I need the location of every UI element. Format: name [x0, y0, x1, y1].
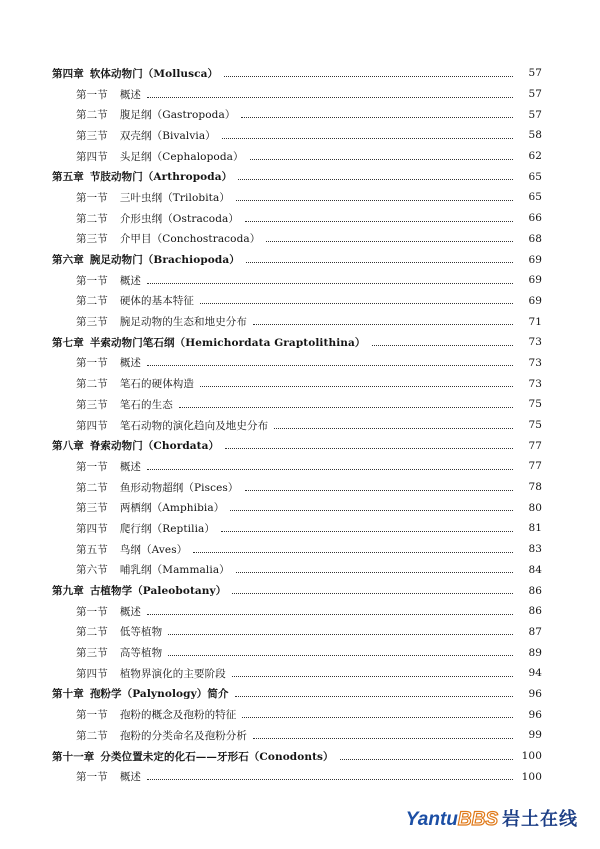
dot-leader: [340, 759, 513, 760]
toc-page-number: 73: [528, 356, 542, 369]
toc-entry-title: 笔石的生态: [119, 398, 173, 411]
toc-entry-label: 第二节: [76, 295, 108, 308]
dot-leader: [193, 552, 513, 553]
dot-leader: [200, 303, 513, 304]
toc-page-number: 80: [528, 501, 542, 514]
toc-entry-title: 爬行纲（Reptilia）: [119, 522, 216, 535]
toc-section-entry: [0, 663, 600, 684]
toc-chapter-entry: [0, 580, 600, 601]
toc-entry-title: 哺乳纲（Mammalia）: [119, 564, 230, 577]
toc-section-entry: [0, 125, 600, 146]
toc-entry-label: 第三节: [76, 398, 108, 411]
toc-section-entry: [0, 497, 600, 518]
toc-entry-title: 三叶虫纲（Trilobita）: [119, 191, 230, 204]
toc-entry-title: 两栖纲（Amphibia）: [119, 502, 225, 515]
table-of-contents: [0, 63, 600, 787]
toc-page-number: 58: [528, 129, 542, 142]
toc-entry-title: 低等植物: [119, 626, 163, 639]
toc-entry-title: 笔石的硬体构造: [119, 378, 195, 391]
toc-page-number: 84: [528, 563, 542, 576]
toc-page-number: 86: [528, 584, 542, 597]
toc-entry-title: 鱼形动物超纲（Pisces）: [119, 481, 239, 494]
toc-section-entry: [0, 270, 600, 291]
toc-page-number: 57: [528, 108, 542, 121]
dot-leader: [372, 345, 513, 346]
toc-section-entry: [0, 353, 600, 374]
toc-page-number: 87: [528, 625, 542, 638]
dot-leader: [250, 159, 513, 160]
toc-entry-title: 笔石动物的演化趋向及地史分布: [119, 419, 269, 432]
toc-entry-label: 第四章: [52, 67, 84, 80]
watermark-logo: [406, 805, 578, 831]
toc-page-number: 100: [521, 770, 542, 783]
toc-entry-title: 介形虫纲（Ostracoda）: [119, 212, 239, 225]
toc-page-number: 66: [528, 212, 542, 225]
toc-entry-label: 第二节: [76, 729, 108, 742]
toc-entry-title: 硬体的基本特征: [119, 295, 195, 308]
toc-section-entry: [0, 229, 600, 250]
watermark-bbs: BBS: [457, 809, 498, 830]
watermark-site-name: 岩土在线: [502, 809, 578, 829]
dot-leader: [230, 510, 513, 511]
toc-entry-label: 第四节: [76, 150, 108, 163]
toc-entry-label: 第六章: [52, 254, 84, 267]
toc-chapter-entry: [0, 332, 600, 353]
toc-page-number: 71: [528, 315, 542, 328]
toc-page-number: 69: [528, 274, 542, 287]
toc-entry-label: 第一节: [76, 357, 108, 370]
toc-entry-label: 第一节: [76, 771, 108, 784]
dot-leader: [147, 469, 513, 470]
toc-chapter-entry: [0, 63, 600, 84]
toc-entry-title: 分类位置未定的化石——牙形石（Conodonts）: [100, 750, 334, 763]
toc-page-number: 83: [528, 543, 542, 556]
dot-leader: [147, 614, 513, 615]
toc-section-entry: [0, 704, 600, 725]
toc-chapter-entry: [0, 249, 600, 270]
toc-entry-label: 第一节: [76, 605, 108, 618]
toc-entry-title: 孢粉的分类命名及孢粉分析: [119, 729, 248, 742]
toc-entry-label: 第三节: [76, 316, 108, 329]
dot-leader: [225, 448, 513, 449]
toc-entry-title: 半索动物门笔石纲（Hemichordata Graptolithina）: [89, 336, 366, 349]
toc-section-entry: [0, 642, 600, 663]
toc-page-number: 99: [528, 729, 542, 742]
toc-entry-label: 第七章: [52, 336, 84, 349]
dot-leader: [179, 407, 513, 408]
toc-entry-title: 腕足动物的生态和地史分布: [119, 316, 248, 329]
toc-entry-label: 第九章: [52, 585, 84, 598]
toc-entry-label: 第五节: [76, 543, 108, 556]
toc-entry-title: 介甲目（Conchostracoda）: [119, 233, 261, 246]
toc-entry-label: 第一节: [76, 274, 108, 287]
toc-section-entry: [0, 622, 600, 643]
toc-entry-label: 第二节: [76, 481, 108, 494]
toc-section-entry: [0, 725, 600, 746]
dot-leader: [238, 179, 513, 180]
toc-page-number: 86: [528, 605, 542, 618]
toc-entry-title: 概述: [119, 88, 142, 101]
toc-entry-label: 第三节: [76, 233, 108, 246]
toc-section-entry: [0, 539, 600, 560]
toc-section-entry: [0, 187, 600, 208]
toc-page-number: 78: [528, 481, 542, 494]
toc-entry-title: 概述: [119, 357, 142, 370]
dot-leader: [266, 241, 513, 242]
toc-entry-label: 第八章: [52, 440, 84, 453]
dot-leader: [232, 676, 513, 677]
toc-entry-label: 第十章: [52, 688, 84, 701]
toc-section-entry: [0, 601, 600, 622]
toc-page-number: 65: [528, 170, 542, 183]
toc-entry-label: 第四节: [76, 667, 108, 680]
toc-entry-label: 第五章: [52, 171, 84, 184]
toc-entry-title: 高等植物: [119, 647, 163, 660]
toc-section-entry: [0, 394, 600, 415]
dot-leader: [147, 97, 513, 98]
dot-leader: [235, 696, 513, 697]
toc-entry-label: 第一节: [76, 191, 108, 204]
toc-page-number: 94: [528, 667, 542, 680]
toc-page-number: 96: [528, 708, 542, 721]
toc-entry-title: 脊索动物门（Chordata）: [89, 440, 220, 453]
toc-section-entry: [0, 291, 600, 312]
toc-entry-title: 概述: [119, 605, 142, 618]
dot-leader: [236, 572, 513, 573]
toc-entry-label: 第一节: [76, 88, 108, 101]
toc-section-entry: [0, 766, 600, 787]
toc-entry-title: 双壳纲（Bivalvia）: [119, 129, 216, 142]
toc-entry-title: 孢粉学（Palynology）简介: [89, 688, 229, 701]
toc-page-number: 73: [528, 377, 542, 390]
dot-leader: [274, 428, 513, 429]
toc-entry-label: 第四节: [76, 419, 108, 432]
toc-page-number: 62: [528, 150, 542, 163]
toc-page-number: 100: [521, 750, 542, 763]
toc-page-number: 69: [528, 253, 542, 266]
toc-section-entry: [0, 208, 600, 229]
toc-entry-label: 第三节: [76, 129, 108, 142]
dot-leader: [253, 324, 513, 325]
toc-page-number: 81: [528, 522, 542, 535]
toc-entry-title: 鸟纲（Aves）: [119, 543, 188, 556]
dot-leader: [253, 738, 513, 739]
toc-section-entry: [0, 518, 600, 539]
toc-entry-title: 古植物学（Paleobotany）: [89, 585, 227, 598]
dot-leader: [224, 76, 513, 77]
toc-entry-label: 第二节: [76, 109, 108, 122]
toc-page-number: 75: [528, 398, 542, 411]
toc-section-entry: [0, 373, 600, 394]
toc-entry-label: 第二节: [76, 378, 108, 391]
toc-entry-title: 节肢动物门（Arthropoda）: [89, 171, 233, 184]
toc-entry-label: 第四节: [76, 522, 108, 535]
toc-page-number: 89: [528, 646, 542, 659]
toc-page-number: 57: [528, 67, 542, 80]
dot-leader: [147, 283, 513, 284]
toc-page-number: 77: [528, 439, 542, 452]
toc-page-number: 68: [528, 232, 542, 245]
toc-entry-label: 第一节: [76, 709, 108, 722]
toc-page-number: 69: [528, 294, 542, 307]
dot-leader: [147, 365, 513, 366]
dot-leader: [168, 655, 513, 656]
toc-chapter-entry: [0, 746, 600, 767]
toc-section-entry: [0, 560, 600, 581]
toc-page-number: 96: [528, 687, 542, 700]
toc-entry-label: 第一节: [76, 460, 108, 473]
toc-entry-label: 第三节: [76, 647, 108, 660]
dot-leader: [236, 200, 513, 201]
toc-page-number: 73: [528, 336, 542, 349]
toc-entry-label: 第二节: [76, 626, 108, 639]
toc-chapter-entry: [0, 435, 600, 456]
toc-entry-title: 软体动物门（Mollusca）: [89, 67, 219, 80]
dot-leader: [221, 531, 513, 532]
dot-leader: [242, 717, 513, 718]
dot-leader: [241, 117, 513, 118]
dot-leader: [200, 386, 513, 387]
toc-entry-title: 腕足动物门（Brachiopoda）: [89, 254, 240, 267]
dot-leader: [245, 490, 513, 491]
toc-section-entry: [0, 146, 600, 167]
toc-page-number: 75: [528, 419, 542, 432]
dot-leader: [147, 779, 513, 780]
dot-leader: [246, 262, 513, 263]
toc-chapter-entry: [0, 166, 600, 187]
toc-section-entry: [0, 311, 600, 332]
toc-entry-label: 第十一章: [52, 750, 95, 763]
toc-section-entry: [0, 84, 600, 105]
toc-page-number: 77: [528, 460, 542, 473]
toc-section-entry: [0, 456, 600, 477]
toc-entry-title: 植物界演化的主要阶段: [119, 667, 226, 680]
toc-chapter-entry: [0, 684, 600, 705]
toc-section-entry: [0, 104, 600, 125]
toc-entry-label: 第六节: [76, 564, 108, 577]
toc-section-entry: [0, 415, 600, 436]
toc-page-number: 65: [528, 191, 542, 204]
toc-entry-title: 腹足纲（Gastropoda）: [119, 109, 236, 122]
toc-section-entry: [0, 477, 600, 498]
dot-leader: [245, 221, 513, 222]
toc-entry-label: 第三节: [76, 502, 108, 515]
toc-entry-title: 头足纲（Cephalopoda）: [119, 150, 244, 163]
watermark-yantu: Yantu: [405, 809, 458, 830]
dot-leader: [168, 634, 513, 635]
toc-entry-title: 概述: [119, 771, 142, 784]
dot-leader: [222, 138, 513, 139]
toc-page-number: 57: [528, 88, 542, 101]
dot-leader: [232, 593, 513, 594]
toc-entry-title: 孢粉的概念及孢粉的特征: [119, 709, 237, 722]
toc-entry-title: 概述: [119, 460, 142, 473]
toc-entry-label: 第二节: [76, 212, 108, 225]
toc-entry-title: 概述: [119, 274, 142, 287]
